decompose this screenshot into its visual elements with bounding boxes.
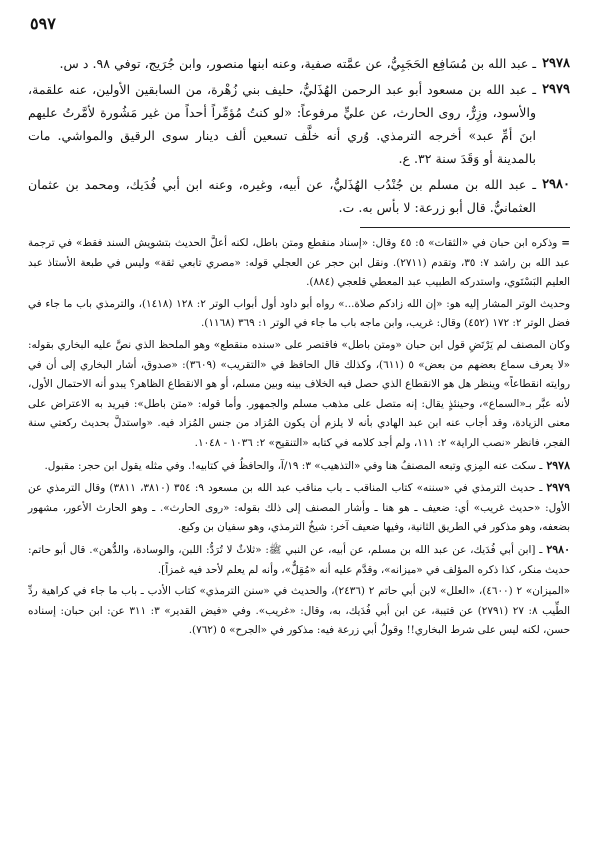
footnote-text: «الميزان» ٢ (٤٦٠٠)، «العلل» لابن أبي حاتم ٢ (٢٤٣٦)، والحديث في «سنن الترمذي» كتاب الأدب ـ باب ما جاء في كراهية ردِّ الطِّيب ٨: ٢٧ (٢٧٩١) عن قتيبة، عن ابن أبي فُدَيك، به، وقال: «غريب». وفي «فيض القدير» ٣: ٣١١ عن: ابن حبان: إسناده حسن، لكنه ليس على شرط البخاري!! وقولُ أبي زرعة فيه: مذكور في «الجرح» ٥ (٧٦٢). [28, 585, 571, 637]
continuation-marker: = [561, 237, 570, 249]
entry [28, 173, 570, 219]
entry-number: ٢٩٧٨ [542, 56, 570, 71]
footnote [28, 582, 570, 641]
footnote [28, 234, 570, 293]
footnote-text: ـ سكت عنه المِزي وتبعه المصنفُ هنا وفي «التذهيب» ٣: ١٩/آ، والحافظُ في كتابيه!. وفي مثله يقول ابن حجر: مقبول. [44, 459, 543, 472]
entry [28, 78, 570, 170]
footnote [28, 336, 570, 454]
footnote-separator [360, 227, 570, 228]
footnote-number: ٢٩٨٠ [546, 542, 570, 556]
footnote-text: وكان المصنف لم يَرْتَضِ قول ابن حبان «ومتن باطل» فاقتصر على «سنده منقطع» وهو الملحظ الذي نصَّ عليه البخاري بقوله: «لا يعرف سماع بعضهم من بعض» ٥ (٦١١)، وكذلك قال الحافظ في «التقريب» (٣٦٠٩): «صدوق، أشار البخاري إلى أن في روايته انقطاعاً» وينظر هل هو الانقطاع الذي حصل فيه الخلاف بينه وبين مسلم، أو هو الانقطاع الظاهر؟ يبدو أنه الاحتمال الأول، لأنه عبَّر بـ«السماع»، وحينئذٍ يقال: إنه متصل على مذهب مسلم والجمهور. وأما قوله: «متن باطل»: فيريد به الاعتراض على معنى الزيادة، وقد أجاب عنه ابن عبد الهادي بأنه لا يلزم أن يكون المُزاد من جنس المُزاد فيه. «واستدلَّ بحديث ركعتي سنة الفجر، فانظر «نصب الراية» ٢: ١١١، ولم أجد كلامه في كتابه «التنقيح» ٢: ١٠٣٦ - ١٠٤٨. [28, 338, 570, 449]
footnote-text: ـ [ابن أبي فُدَيك، عن عبد الله بن مسلم، عن أبيه، عن النبي ﷺ: «ثلاثٌ لا تُرَدُّ: اللبن، والوسادة، والدُّهن». قال أبو حاتم: حديث منكر، كذا ذكره المؤلف في «ميزانه»، وقدَّم عليه أنه «مُقِلٌّ»، وأنه لم يعلم لأحد فيه غمزاً]. [28, 543, 570, 576]
footnote-number: ٢٩٧٩ [546, 481, 570, 495]
footnote-text: وحديث الوتر المشار إليه هو: «إن الله زادكم صلاة...» رواه أبو داود أول أبواب الوتر ٢: ١٢٨ (١٤١٨)، والترمذي باب ما جاء في فضل الوتر ٢: ١٧٢ (٤٥٢) وقال: غريب، وابن ماجه باب ما جاء في الوتر ١: ٣٦٩ (١١٦٨). [28, 297, 571, 330]
entry-number: ٢٩٧٩ [542, 82, 570, 97]
entry-text: ـ عبد الله بن مُسَافِع الحَجَبِيُّ، عن عمَّته صفية، وعنه ابنها منصور، وابن جُرَيج، توفي ٩٨. د س. [59, 56, 537, 71]
entry-text: ـ عبد الله بن مسلم بن جُنْدُب الهُذَليُّ، عن أبيه، وغيره، وعنه ابن أبي فُدَيك، ومحمد بن عثمان العثمانيُّ. قال أبو زرعة: لا بأس به. ت. [28, 177, 537, 215]
footnote [28, 540, 570, 580]
footnote [28, 295, 570, 334]
footnote-text: ـ حديث الترمذي في «سننه» كتاب المناقب ـ باب مناقب عبد الله بن مسعود ٩: ٣٥٤ (٣٨١٠، ٣٨١١) وقال الترمذي عن الأول: «حديث غريب» أي: ضعيف ـ هو هنا ـ وأشار المصنف إلى ذلك بقوله: «روى الحارث». ـ وهو الحارث الأعور، مشهور بضعفه، وهو مذكور في الطريق الثانية، وفيها ضعيف آخر: شيخُ الترمذي، وهو سفيان بن وكيع. [28, 482, 570, 534]
page-number: ٥٩٧ [30, 14, 56, 33]
footnote [28, 456, 570, 477]
footnote-text: وذكره ابن حبان في «الثقات» ٥: ٤٥ وقال: «إسناد منقطع ومتن باطل، لكنه أعلَّ الحديث بتشويش السند فقط» في ترجمة عبد الله بن راشد ٧: ٣٥، وتقدم (٢٧١١). ونقل ابن حجر عن العجلي قوله: «مصري تابعي ثقة» وليس في طبعة الأستاذ عبد العليم البَسْتَوي، واستدركه الطبيب عبد المعطي قلعجي (٨٨٤). [28, 237, 570, 289]
entry [28, 52, 570, 75]
entry-number: ٢٩٨٠ [542, 177, 570, 192]
main-entries [28, 52, 570, 219]
footnote-number: ٢٩٧٨ [546, 458, 570, 472]
footnotes [28, 234, 570, 641]
entry-text: ـ عبد الله بن مسعود أبو عبد الرحمن الهُذَليُّ، حليف بني زُهْرة، من السابقين الأولين، عنه علقمة، والأسود، وزِرٌّ، روى الحارث، عن عليٍّ مرفوعاً: «لو كنتُ مُؤمِّراً أحداً من غير مَشُورة لأمَّرتُ عليهم ابنَ أمِّ عبد» أخرجه الترمذي. وُري أنه خلَّف تسعين ألف دينار سوى الرقيق والمواشي. مات بالمدينة أو وَقَدَ سنة ٣٢. ع. [28, 82, 537, 166]
footnote [28, 478, 570, 538]
